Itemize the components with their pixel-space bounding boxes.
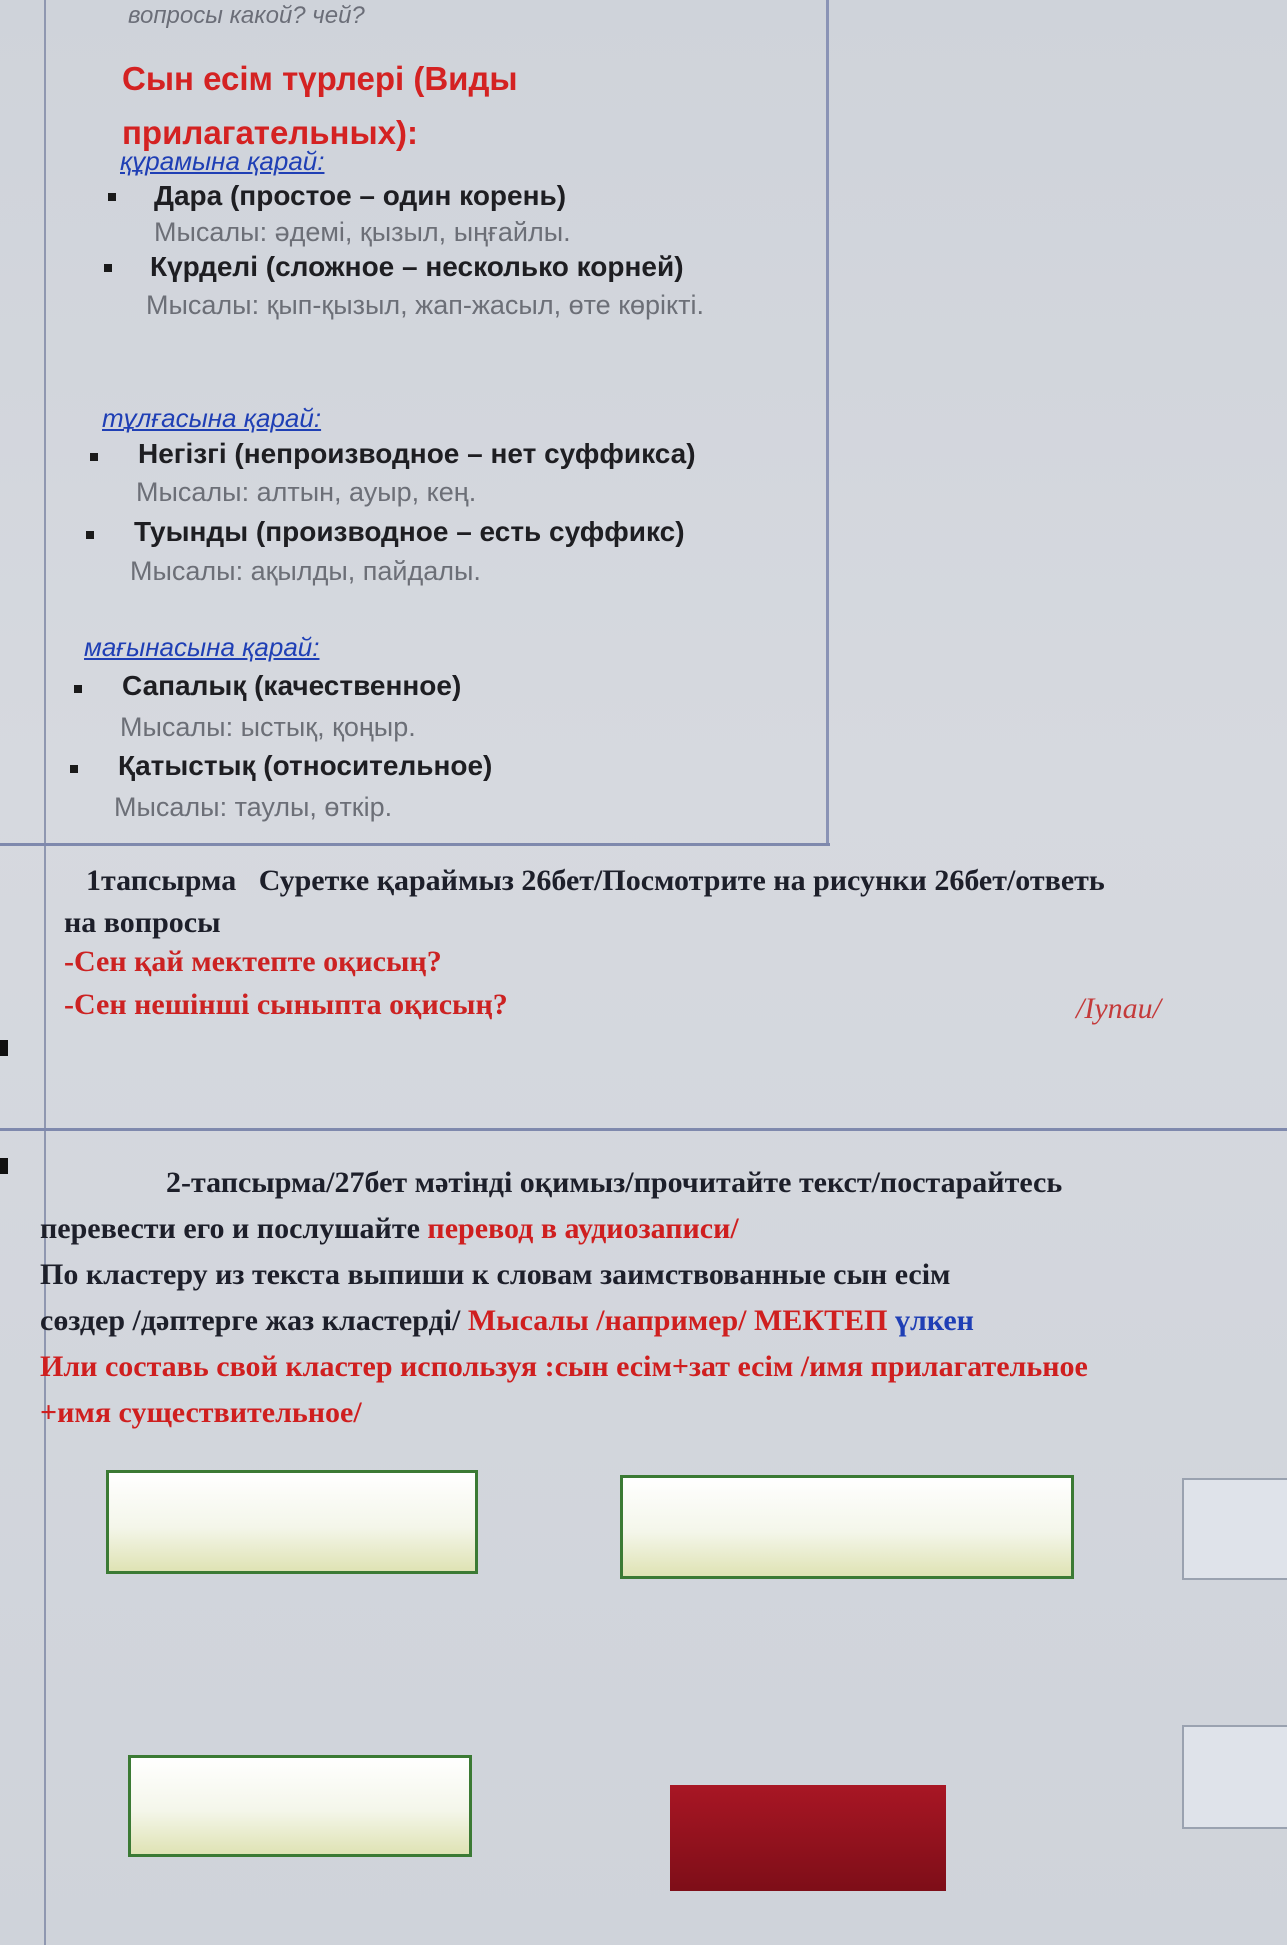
cluster-box: [128, 1755, 472, 1857]
cluster-box: [620, 1475, 1074, 1579]
task2-text: [40, 1160, 1287, 1436]
example-text: Мысалы: әдемі, қызыл, ыңғайлы.: [154, 217, 571, 247]
cluster-box-partial: [1182, 1725, 1287, 1829]
task2-line: [40, 1344, 1120, 1436]
cluster-box-partial: [1182, 1478, 1287, 1580]
adjective-type: Күрделі (сложное – несколько корней): [150, 251, 684, 282]
bullet-icon: [90, 453, 98, 461]
adjective-type: Қатыстық (относительное): [118, 750, 493, 781]
task2-line5: Или составь свой кластер используя :сын есім+зат есім /имя прилагательное +имя существительное/: [40, 1350, 1088, 1429]
margin-mark: [0, 1040, 8, 1056]
adjective-type: Туынды (производное – есть суффикс): [134, 516, 685, 547]
table-divider-2: [0, 1128, 1287, 1131]
task2-line: [40, 1206, 1287, 1252]
bullet-icon: [108, 193, 116, 201]
bullet-icon: [70, 765, 78, 773]
center-word-box: [670, 1785, 946, 1891]
task2-line1: 2-тапсырма/27бет мәтінді оқимыз/прочитайте текст/постарайтесь: [166, 1166, 1063, 1199]
example-text: Мысалы: алтын, ауыр, кең.: [136, 477, 477, 507]
task2-line: [40, 1252, 1287, 1298]
table-border-left: [44, 0, 46, 1945]
adjective-type: Сапалық (качественное): [122, 670, 462, 701]
bullet-icon: [74, 685, 82, 693]
margin-mark: [0, 1158, 8, 1174]
adjective-type: Дара (простое – один корень): [154, 180, 567, 211]
table-border-right: [826, 0, 829, 845]
task1-instruction: Суретке қараймыз 26бет/Посмотрите на рисунки 26бет/ответь на вопросы: [64, 864, 1105, 939]
task2-line4-black: сөздер /дәптерге жаз кластерді/: [40, 1304, 461, 1337]
task2-line2-red: перевод в аудиозаписи/: [427, 1212, 739, 1245]
example-text: Мысалы: қып-қызыл, жап-жасыл, өте көрікті.: [146, 290, 705, 320]
example-text: Мысалы: таулы, өткір.: [114, 792, 393, 822]
example-text: Мысалы: ақылды, пайдалы.: [130, 556, 481, 586]
page-title: Сын есім түрлері (Виды прилагательных):: [122, 60, 518, 151]
adjective-type: Негізгі (непроизводное – нет суффикса): [138, 438, 696, 469]
group-heading: мағынасына қарай:: [84, 632, 320, 662]
task2-line2-black: перевести его и послушайте: [40, 1212, 420, 1245]
group-heading: тұлғасына қарай:: [102, 403, 322, 433]
task1-question: -Сен нешінші сыныпта оқисың?: [64, 988, 508, 1021]
group-heading: құрамына қарай:: [120, 146, 325, 176]
task1-text: [64, 860, 1144, 944]
task1-label: 1тапсырма: [86, 864, 237, 897]
example-text: Мысалы: ыстық, қоңыр.: [120, 712, 416, 742]
task1-question: -Сен қай мектепте оқисың?: [64, 945, 442, 978]
task2-line4-red: Мысалы /например/ МЕКТЕП: [467, 1304, 888, 1337]
cluster-box: [106, 1470, 478, 1574]
task2-line3: По кластеру из текста выпиши к словам заимствованные сын есім: [40, 1258, 951, 1291]
top-question: вопросы какой? чей?: [128, 2, 365, 29]
task2-line: [40, 1160, 1287, 1206]
work-mode-label: /Iупаи/: [1076, 992, 1161, 1025]
task2-line4-blue: үлкен: [894, 1304, 974, 1337]
bullet-icon: [104, 264, 112, 272]
table-divider-1: [0, 843, 830, 846]
task2-line: [40, 1298, 1287, 1344]
bullet-icon: [86, 531, 94, 539]
